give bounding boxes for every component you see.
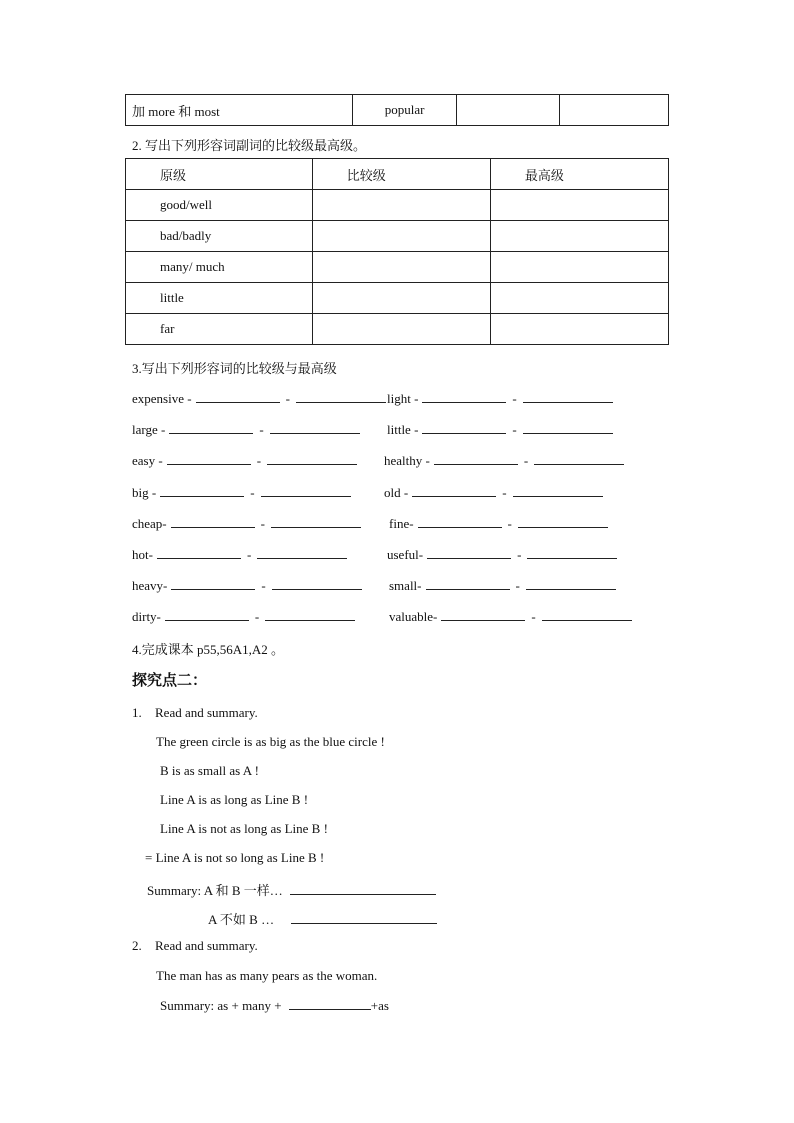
table-row	[126, 95, 669, 126]
answer-blank[interactable]	[441, 608, 525, 621]
item-1-title: Read and summary.	[155, 705, 258, 720]
answer-blank[interactable]	[426, 577, 510, 590]
word-item	[384, 452, 624, 469]
degree-table	[125, 158, 669, 345]
answer-blank[interactable]	[518, 515, 608, 528]
answer-blank[interactable]	[157, 546, 241, 559]
answer-blank[interactable]	[169, 421, 253, 434]
answer-blank[interactable]	[422, 390, 506, 403]
answer-blank[interactable]	[160, 484, 244, 497]
word-item	[132, 608, 355, 625]
word-label: big -	[132, 485, 157, 500]
word-label: healthy -	[384, 453, 430, 468]
dash-separator: -	[512, 391, 517, 406]
header-cell: 比较级	[312, 159, 490, 190]
header-cell: 最高级	[490, 159, 668, 190]
summary-label: A 不如 B …	[208, 912, 275, 927]
word-label: valuable-	[389, 609, 438, 624]
dash-separator: -	[259, 422, 264, 437]
word-item	[387, 421, 613, 438]
word-label: small-	[389, 578, 422, 593]
answer-blank[interactable]	[526, 577, 616, 590]
dash-separator: -	[261, 578, 266, 593]
word-item	[389, 577, 616, 594]
answer-blank[interactable]	[165, 608, 249, 621]
table-row	[126, 283, 669, 314]
word-label: useful-	[387, 547, 424, 562]
word-label: fine-	[389, 516, 414, 531]
answer-cell[interactable]	[490, 252, 668, 283]
answer-cell[interactable]	[490, 283, 668, 314]
answer-blank[interactable]	[542, 608, 632, 621]
table-cell: little	[126, 283, 313, 314]
dash-separator: -	[517, 547, 522, 562]
summary-line	[160, 997, 389, 1014]
table-header-row	[126, 159, 669, 190]
answer-cell[interactable]	[312, 252, 490, 283]
table-cell: far	[126, 314, 313, 345]
answer-blank[interactable]	[434, 452, 518, 465]
table-cell: popular	[353, 95, 457, 126]
word-label: little -	[387, 422, 419, 437]
dash-separator: -	[515, 578, 520, 593]
table-cell[interactable]	[559, 95, 668, 126]
answer-blank[interactable]	[261, 484, 351, 497]
answer-blank[interactable]	[167, 452, 251, 465]
answer-blank[interactable]	[257, 546, 347, 559]
answer-blank[interactable]	[534, 452, 624, 465]
word-item	[387, 546, 617, 563]
word-label: large -	[132, 422, 166, 437]
section-heading: 探究点二：	[132, 673, 208, 689]
word-label: old -	[384, 485, 409, 500]
summary-label: +as	[370, 998, 389, 1013]
answer-blank[interactable]	[270, 421, 360, 434]
answer-blank[interactable]	[427, 546, 511, 559]
answer-cell[interactable]	[312, 221, 490, 252]
word-label: heavy-	[132, 578, 168, 593]
answer-blank[interactable]	[422, 421, 506, 434]
table-cell: bad/badly	[126, 221, 313, 252]
summary-label: Summary: as + many +	[160, 998, 282, 1013]
word-item	[387, 390, 613, 407]
answer-blank[interactable]	[418, 515, 502, 528]
word-label: light -	[387, 391, 419, 406]
table-cell: 加 more 和 most	[126, 95, 353, 126]
dash-separator: -	[502, 485, 507, 500]
word-item	[132, 421, 360, 438]
answer-cell[interactable]	[312, 314, 490, 345]
dash-separator: -	[256, 453, 262, 468]
example-line: The man has as many pears as the woman.	[156, 968, 378, 983]
table-row	[126, 314, 669, 345]
table-cell[interactable]	[457, 95, 559, 126]
answer-blank[interactable]	[296, 390, 386, 403]
section-3-title: 3.写出下列形容词的比较级与最高级	[132, 361, 337, 376]
answer-blank[interactable]	[527, 546, 617, 559]
answer-cell[interactable]	[490, 314, 668, 345]
word-item	[132, 577, 362, 594]
answer-blank[interactable]	[290, 882, 436, 895]
comparison-rule-table	[125, 94, 669, 126]
dash-separator: -	[250, 485, 255, 500]
dash-separator: -	[531, 609, 536, 624]
table-row	[126, 221, 669, 252]
answer-blank[interactable]	[523, 421, 613, 434]
answer-cell[interactable]	[312, 283, 490, 314]
example-line: = Line A is not so long as Line B !	[145, 850, 325, 865]
answer-blank[interactable]	[271, 515, 361, 528]
dash-separator: -	[507, 516, 512, 531]
example-line: The green circle is as big as the blue circle !	[156, 734, 385, 749]
answer-cell[interactable]	[490, 190, 668, 221]
example-line: B is as small as A !	[160, 763, 259, 778]
answer-blank[interactable]	[196, 390, 280, 403]
answer-cell[interactable]	[312, 190, 490, 221]
answer-blank[interactable]	[523, 390, 613, 403]
answer-blank[interactable]	[513, 484, 603, 497]
dash-separator: -	[512, 422, 517, 437]
word-item	[132, 546, 347, 563]
answer-blank[interactable]	[267, 452, 357, 465]
answer-cell[interactable]	[490, 221, 668, 252]
word-label: dirty-	[132, 609, 161, 624]
answer-blank[interactable]	[171, 577, 255, 590]
word-label: cheap-	[132, 516, 167, 531]
word-item	[132, 515, 361, 532]
word-item	[132, 484, 351, 501]
example-line: Line A is not as long as Line B !	[160, 821, 328, 836]
word-item	[132, 390, 386, 407]
table-cell: many/ much	[126, 252, 313, 283]
table-cell: good/well	[126, 190, 313, 221]
summary-label: Summary: A 和 B 一样…	[147, 883, 283, 898]
word-item	[384, 484, 603, 501]
dash-separator: -	[246, 547, 252, 562]
answer-blank[interactable]	[412, 484, 496, 497]
dash-separator: -	[523, 453, 529, 468]
answer-blank[interactable]	[265, 608, 355, 621]
answer-blank[interactable]	[171, 515, 255, 528]
item-1-number: 1.	[132, 705, 142, 720]
dash-separator: -	[285, 391, 290, 406]
dash-separator: -	[254, 609, 260, 624]
example-line: Line A is as long as Line B !	[160, 792, 309, 807]
item-2-title: Read and summary.	[155, 938, 258, 953]
answer-blank[interactable]	[272, 577, 362, 590]
word-item	[389, 608, 632, 625]
answer-blank[interactable]	[291, 911, 437, 924]
table-row	[126, 190, 669, 221]
section-4: 4.完成课本 p55,56A1,A2 。	[132, 642, 285, 657]
section-2-title: 2. 写出下列形容词副词的比较级最高级。	[132, 138, 367, 153]
summary-line	[208, 909, 437, 928]
dash-separator: -	[260, 516, 265, 531]
answer-blank[interactable]	[289, 997, 371, 1010]
word-label: easy -	[132, 453, 163, 468]
word-label: expensive -	[132, 391, 192, 406]
word-item	[389, 515, 608, 532]
item-2-number: 2.	[132, 938, 142, 953]
header-cell: 原级	[126, 159, 313, 190]
word-item	[132, 452, 357, 469]
summary-line	[147, 880, 436, 899]
word-label: hot-	[132, 547, 153, 562]
table-row	[126, 252, 669, 283]
